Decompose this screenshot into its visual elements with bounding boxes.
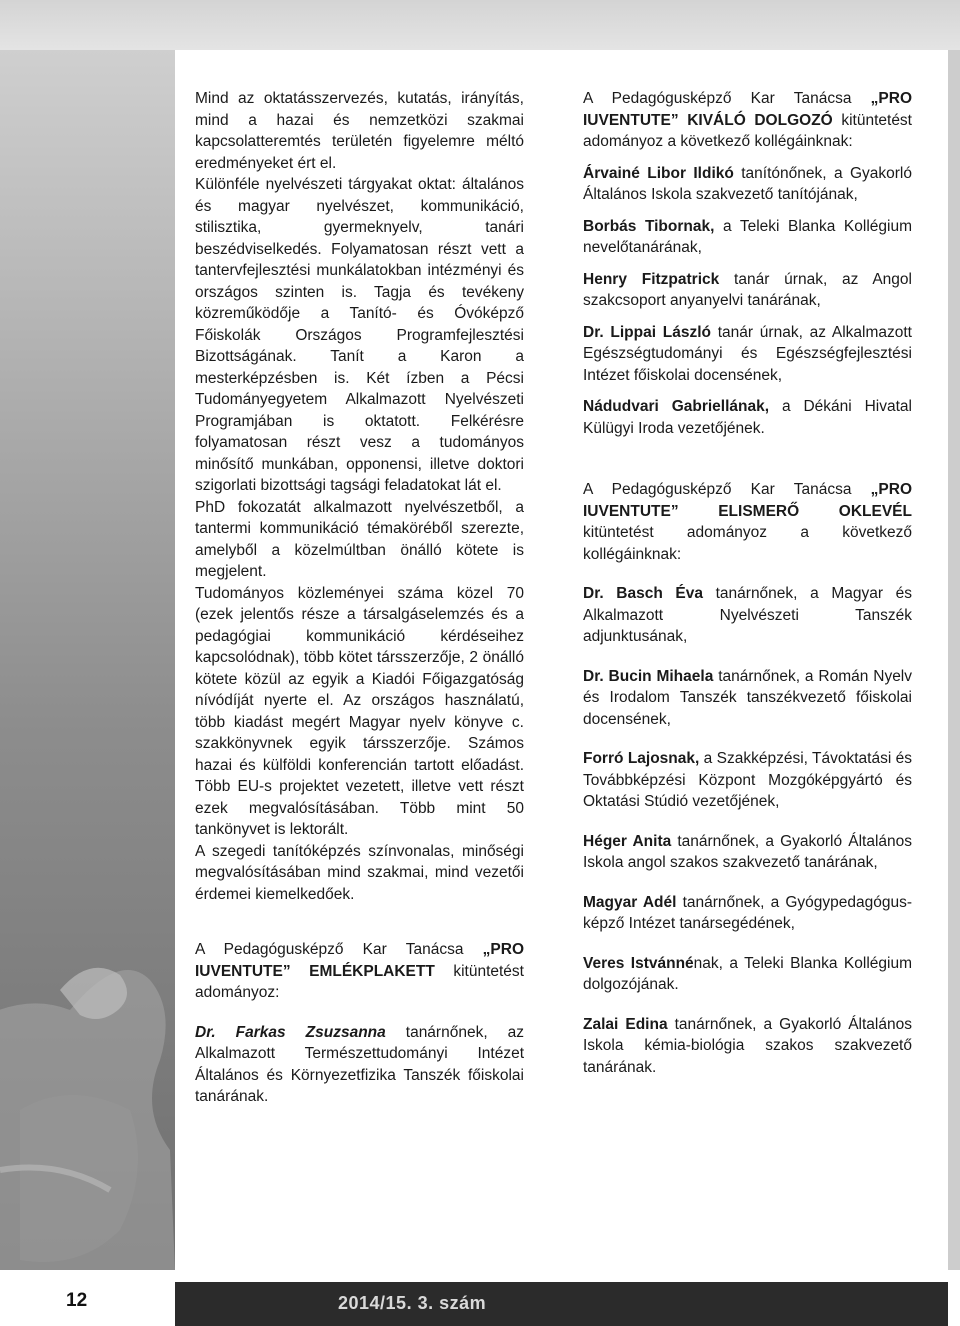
paragraph: Tudományos közleményei száma közel 70 (ezek jelentős része a társalgáselemzés és a pedagógiai kommunikáció kérdéseihez kapcsolódnak), több kötet társszerzője, 2 önálló kötete közül az egyik a Kiadói Főigazgatóság nívódíját nyerte el. Az országos használatú, több kiadást megért Magyar nyelv könyve c. szakkönyvnek egyik társszerzője. Számos hazai és külföldi konferencián tartott előadást. Több EU-s projektet vezetett, illetve vett részt ezek megvalósításában. Több mint 50 tankönyvet is lektorált.: [195, 584, 524, 838]
right-margin-strip: [948, 50, 960, 1270]
paragraph: A szegedi tanítóképzés színvonalas, minőségi megvalósításában mind szakmai, mind vezetői érdemei kiemelkedőek.: [195, 842, 524, 903]
kivalo-recipient: Árvainé Libor Ildikó tanítónőnek, a Gyakorló Általános Iskola szakvezető tanítójának,: [583, 164, 912, 203]
page-number: 12: [66, 1290, 88, 1311]
award-elismero-heading: A Pedagógusképző Kar Tanácsa „PRO IUVENTUTE” ELISMERŐ OKLEVÉL kitüntetést adományoz a következő kollégáinknak:: [583, 481, 912, 563]
kivalo-recipient: Henry Fitzpatrick tanár úrnak, az Angol szakcsoport anyanyelvi tanárának,: [583, 270, 912, 309]
elismero-recipient: Forró Lajosnak, a Szakképzési, Távoktatási és Továbbképzési Központ Mozgóképgyártó és Oktatási Stúdió vezetőjének,: [583, 750, 913, 810]
elismero-recipient: Héger Anita tanárnőnek, a Gyakorló Általános Iskola angol szakos szakvezető tanárának,: [583, 832, 912, 871]
right-text-column: [583, 88, 912, 1078]
kivalo-recipient: Nádudvari Gabriellának, a Dékáni Hivatal Külügyi Iroda vezetőjének.: [583, 398, 912, 437]
paragraph: PhD fokozatát alkalmazott nyelvészetből, a tantermi kommunikáció témaköréből szerezte, amelyből a közelmúltban önálló kötete is megjelent.: [195, 498, 524, 580]
top-strip: [0, 0, 960, 50]
emlekplakett-recipient: Dr. Farkas Zsuzsanna tanárnőnek, az Alkalmazott Természettudományi Intézet Általános és Környezetfizika Tanszék főiskolai tanárának.: [195, 1023, 524, 1105]
elismero-recipient: Dr. Bucin Mihaela tanárnőnek, a Román Nyelv és Irodalom Tanszék tanszékvezető főiskolai docensének,: [583, 667, 913, 728]
elismero-recipient: Zalai Edina tanárnőnek, a Gyakorló Általános Iskola kémia-biológia szakos szakvezető tanárának.: [583, 1015, 912, 1076]
paragraph: Mind az oktatásszervezés, kutatás, irányítás, mind a hazai és nemzetközi szakmai kapcsolatteremtés területén figyelemre méltó eredményeket ért el.: [195, 90, 524, 172]
issue-label: 2014/15. 3. szám: [338, 1293, 487, 1313]
paragraph: Különféle nyelvészeti tárgyakat oktat: általános és magyar nyelvészet, kommunikáció, stilisztika, gyermeknyelv, tanári beszédviselkedés. Folyamatosan részt vett a tantervfejlesztési munkálatokban intézményi és országos szinten is. Tagja és tevékeny közreműködője a Tanító- és Óvóképző Főiskolák Országos Programfejlesztési Bizottságának. Tanít a Karon a mesterképzésben is. Két ízben a Pécsi Tudományegyetem Alkalmazott Nyelvészeti Programjában is oktatott. Felkérésre folyamatosan részt vesz a tudományos minősítő munkában, opponensi, illetve doktori szigorlati bizottsági tagsági feladatokat lát el.: [195, 176, 524, 494]
kivalo-recipient: Borbás Tibornak, a Teleki Blanka Kollégium nevelőtanárának,: [583, 217, 912, 256]
page-number-box: [0, 1276, 175, 1326]
left-text-column: [195, 88, 524, 1108]
elismero-recipient: Dr. Basch Éva tanárnőnek, a Magyar és Alkalmazott Nyelvészeti Tanszék adjunktusának,: [583, 585, 912, 645]
kivalo-recipient: Dr. Lippai László tanár úrnak, az Alkalmazott Egészségtudományi és Egészségfejlesztési Intézet főiskolai docensének,: [583, 323, 912, 384]
issue-bar: [175, 1282, 948, 1326]
elismero-recipient: Veres Istvánnénak, a Teleki Blanka Kollégium dolgozójának.: [583, 954, 912, 993]
decorative-side-panel: [0, 50, 175, 1270]
elismero-recipient: Magyar Adél tanárnőnek, a Gyógypedagógus-képző Intézet tanársegédének,: [583, 893, 913, 932]
award-emlekplakett-heading: A Pedagógusképző Kar Tanácsa „PRO IUVENTUTE” EMLÉKPLAKETT kitüntetést adományoz:: [195, 941, 524, 1001]
coat-of-arms-watermark-icon: [0, 50, 175, 1270]
award-kivalo-heading: A Pedagógusképző Kar Tanácsa „PRO IUVENTUTE” KIVÁLÓ DOLGOZÓ kitüntetést adományoz a következő kollégáinknak:: [583, 90, 912, 150]
